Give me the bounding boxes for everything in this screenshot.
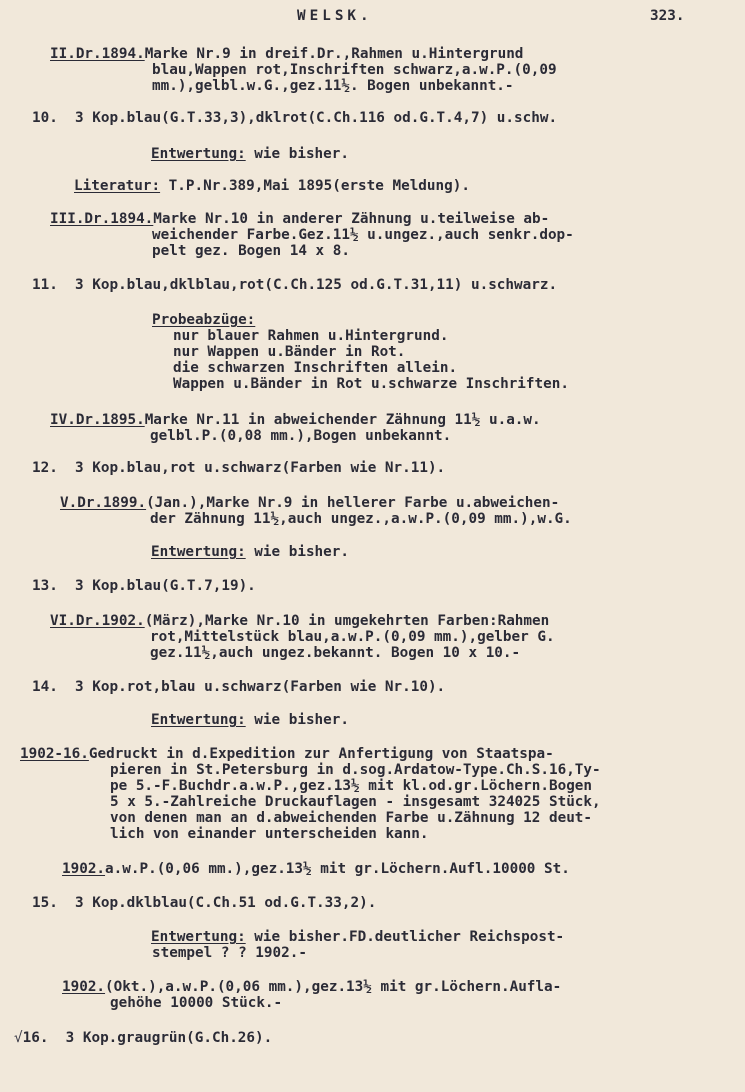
section-iii-line3: pelt gez. Bogen 14 x 8. — [152, 243, 350, 259]
section-iii-heading: III.Dr.1894. — [50, 211, 154, 227]
section-iv-line2: gelbl.P.(0,08 mm.),Bogen unbekannt. — [150, 428, 452, 444]
literatur-label: Literatur: — [74, 178, 161, 194]
section-1902-b-line2: gehöhe 10000 Stück.- — [110, 995, 283, 1011]
section-v-line1 — [60, 495, 559, 511]
entwertung-2 — [151, 544, 349, 560]
item-14: 14. 3 Kop.rot,blau u.schwarz(Farben wie Nr.10). — [32, 679, 446, 695]
section-v-line2: der Zähnung 11½,auch ungez.,a.w.P.(0,09 mm.),w.G. — [150, 511, 572, 527]
item-16 — [14, 1030, 272, 1046]
item-12: 12. 3 Kop.blau,rot u.schwarz(Farben wie Nr.11). — [32, 460, 446, 476]
section-1902-16-line6: lich von einander unterscheiden kann. — [110, 826, 429, 842]
section-ii-line3: mm.),gelbl.w.G.,gez.11½. Bogen unbekannt.- — [152, 78, 514, 94]
section-v-text1: (Jan.),Marke Nr.9 in hellerer Farbe u.abweichen- — [146, 495, 560, 511]
probeabzuege-line2: nur Wappen u.Bänder in Rot. — [173, 344, 406, 360]
probeabzuege-line4: Wappen u.Bänder in Rot u.schwarze Inschriften. — [173, 376, 569, 392]
page-number: 323. — [650, 8, 685, 24]
section-1902-16-line4: 5 x 5.-Zahlreiche Druckauflagen - insgesamt 324025 Stück, — [110, 794, 601, 810]
section-vi-heading: VI.Dr.1902. — [50, 613, 145, 629]
section-iii-text1: Marke Nr.10 in anderer Zähnung u.teilweise ab- — [153, 211, 550, 227]
page-header-title: WELSK. — [297, 8, 373, 24]
entwertung-3 — [151, 712, 349, 728]
item-11: 11. 3 Kop.blau,dklblau,rot(C.Ch.125 od.G.T.31,11) u.schwarz. — [32, 277, 558, 293]
section-1902-a-heading: 1902. — [62, 861, 106, 877]
section-1902-16-line1 — [20, 746, 554, 762]
section-1902-a-line1 — [62, 861, 570, 877]
section-vi-text1: (März),Marke Nr.10 in umgekehrten Farben:Rahmen — [144, 613, 550, 629]
item-10: 10. 3 Kop.blau(G.T.33,3),dklrot(C.Ch.116 od.G.T.4,7) u.schw. — [32, 110, 558, 126]
section-v-heading: V.Dr.1899. — [60, 495, 147, 511]
entwertung-1-text: wie bisher. — [245, 146, 349, 162]
probeabzuege-label: Probeabzüge: — [152, 312, 256, 328]
entwertung-4-line1 — [151, 929, 564, 945]
entwertung-4-line2: stempel ? ? 1902.- — [152, 945, 307, 961]
section-iv-heading: IV.Dr.1895. — [50, 412, 145, 428]
entwertung-2-label: Entwertung: — [151, 544, 246, 560]
section-1902-16-line2: pieren in St.Petersburg in d.sog.Ardatow-Type.Ch.S.16,Ty- — [110, 762, 601, 778]
literatur — [74, 178, 470, 194]
entwertung-3-text: wie bisher. — [245, 712, 349, 728]
section-1902-16-line3: pe 5.-F.Buchdr.a.w.P.,gez.13½ mit kl.od.gr.Löchern.Bogen — [110, 778, 593, 794]
entwertung-3-label: Entwertung: — [151, 712, 246, 728]
section-vi-line2: rot,Mittelstück blau,a.w.P.(0,09 mm.),gelber G. — [150, 629, 555, 645]
item-15: 15. 3 Kop.dklblau(C.Ch.51 od.G.T.33,2). — [32, 895, 377, 911]
section-1902-a-text1: a.w.P.(0,06 mm.),gez.13½ mit gr.Löchern.Aufl.10000 St. — [105, 861, 570, 877]
entwertung-2-text: wie bisher. — [245, 544, 349, 560]
section-1902-16-line5: von denen man an d.abweichenden Farbe u.Zähnung 12 deut- — [110, 810, 593, 826]
probeabzuege-line1: nur blauer Rahmen u.Hintergrund. — [173, 328, 449, 344]
section-1902-16-text1: Gedruckt in d.Expedition zur Anfertigung von Staatspa- — [88, 746, 554, 762]
entwertung-4-text1: wie bisher.FD.deutlicher Reichspost- — [245, 929, 565, 945]
literatur-text: T.P.Nr.389,Mai 1895(erste Meldung). — [160, 178, 470, 194]
section-vi-line1 — [50, 613, 549, 629]
section-1902-16-heading: 1902-16. — [20, 746, 89, 762]
section-iii-line2: weichender Farbe.Gez.11½ u.ungez.,auch senkr.dop- — [152, 227, 574, 243]
entwertung-1-label: Entwertung: — [151, 146, 246, 162]
section-iii-line1 — [50, 211, 549, 227]
section-1902-b-heading: 1902. — [62, 979, 106, 995]
probeabzuege-line3: die schwarzen Inschriften allein. — [173, 360, 458, 376]
entwertung-1 — [151, 146, 349, 162]
item-13: 13. 3 Kop.blau(G.T.7,19). — [32, 578, 256, 594]
section-ii-line1 — [50, 46, 523, 62]
section-vi-line3: gez.11½,auch ungez.bekannt. Bogen 10 x 10.- — [150, 645, 521, 661]
section-iv-line1 — [50, 412, 541, 428]
section-ii-text1: Marke Nr.9 in dreif.Dr.,Rahmen u.Hintergrund — [144, 46, 524, 62]
section-1902-b-line1 — [62, 979, 561, 995]
entwertung-4-label: Entwertung: — [151, 929, 246, 945]
section-ii-heading: II.Dr.1894. — [50, 46, 145, 62]
check-mark-icon: √ — [14, 1030, 23, 1046]
item-16-text: 16. 3 Kop.graugrün(G.Ch.26). — [22, 1030, 273, 1046]
section-iv-text1: Marke Nr.11 in abweichender Zähnung 11½ u.a.w. — [144, 412, 541, 428]
section-ii-line2: blau,Wappen rot,Inschriften schwarz,a.w.P.(0,09 — [152, 62, 557, 78]
section-1902-b-text1: (Okt.),a.w.P.(0,06 mm.),gez.13½ mit gr.Löchern.Aufla- — [105, 979, 562, 995]
